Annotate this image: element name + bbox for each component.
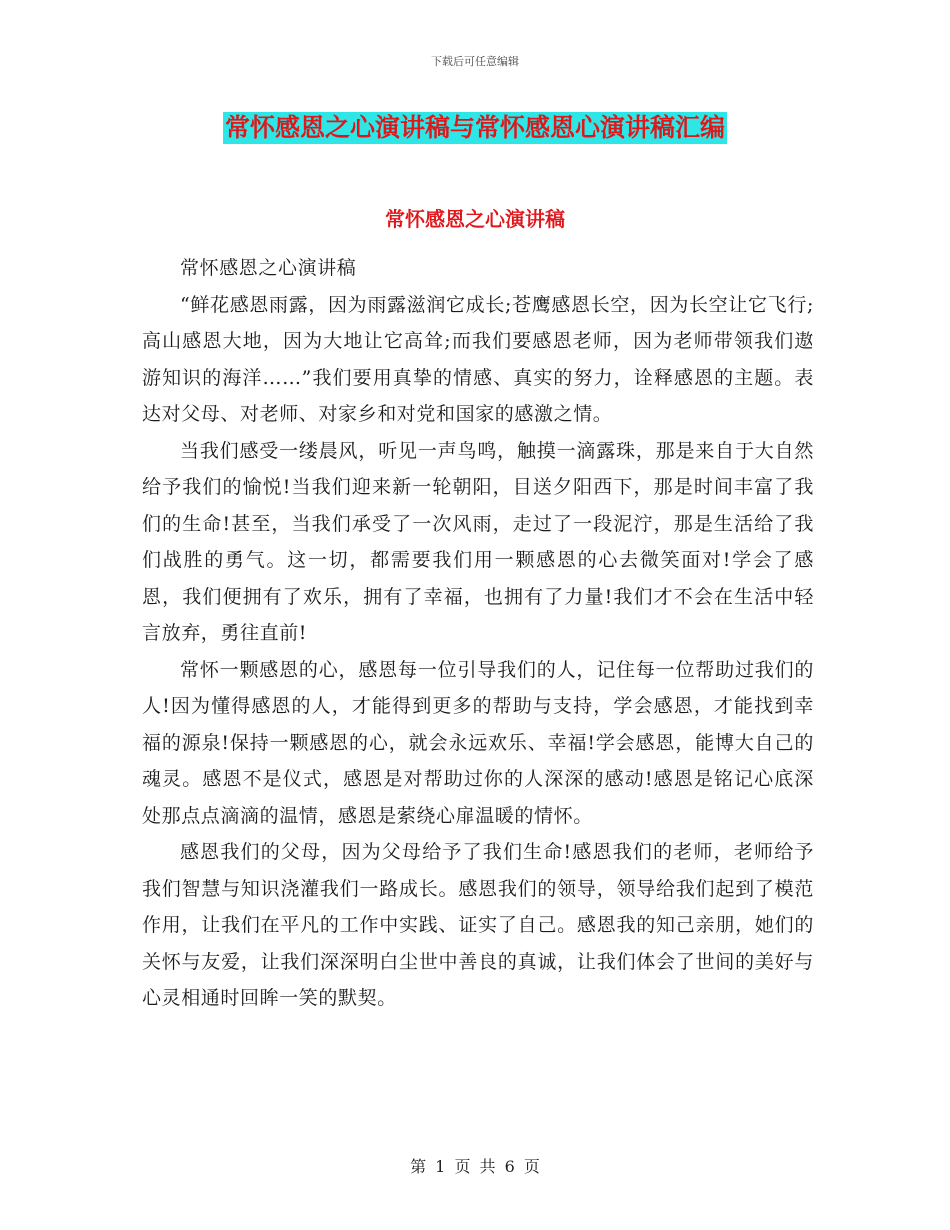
document-title: 常怀感恩之心演讲稿与常怀感恩心演讲稿汇编	[224, 113, 725, 142]
paragraph-3: 当我们感受一缕晨风，听见一声鸟鸣，触摸一滴露珠，那是来自于大自然给予我们的愉悦!当我们迎来新一轮朝阳，目送夕阳西下，那是时间丰富了我们的生命!甚至，当我们承受了一次风雨，走过了一段泥泞，那是生活给了我们战胜的勇气。这一切，都需要我们用一颗感恩的心去微笑面对!学会了感恩，我们便拥有了欢乐，拥有了幸福，也拥有了力量!我们才不会在生活中轻言放弃，勇往直前!	[142, 439, 814, 644]
paragraph-2: “鲜花感恩雨露，因为雨露滋润它成长;苍鹰感恩长空，因为长空让它飞行;高山感恩大地，因为大地让它高耸;而我们要感恩老师，因为老师带领我们遨游知识的海洋……”我们要用真挚的情感、真实的努力，诠释感恩的主题。表达对父母、对老师、对家乡和对党和国家的感激之情。	[142, 293, 814, 425]
document-title-container	[0, 112, 950, 144]
paragraph-1: 常怀感恩之心演讲稿	[180, 257, 357, 279]
paragraph-4: 常怀一颗感恩的心，感恩每一位引导我们的人，记住每一位帮助过我们的人!因为懂得感恩的人，才能得到更多的帮助与支持，学会感恩，才能找到幸福的源泉!保持一颗感恩的心，就会永远欢乐、幸福!学会感恩，能博大自己的魂灵。感恩不是仪式，感恩是对帮助过你的人深深的感动!感恩是铭记心底深处那点点滴滴的温情，感恩是萦绕心扉温暖的情怀。	[142, 658, 814, 827]
page-number: 第 1 页 共 6 页	[410, 1157, 540, 1176]
header-note: 下载后可任意编辑	[431, 55, 519, 68]
paragraph-5: 感恩我们的父母，因为父母给予了我们生命!感恩我们的老师，老师给予我们智慧与知识浇灌我们一路成长。感恩我们的领导，领导给我们起到了模范作用，让我们在平凡的工作中实践、证实了自己。感恩我的知己亲朋，她们的关怀与友爱，让我们深深明白尘世中善良的真诚，让我们体会了世间的美好与心灵相通时回眸一笑的默契。	[142, 841, 814, 1009]
section-title: 常怀感恩之心演讲稿	[385, 207, 565, 231]
document-body	[142, 250, 814, 1017]
